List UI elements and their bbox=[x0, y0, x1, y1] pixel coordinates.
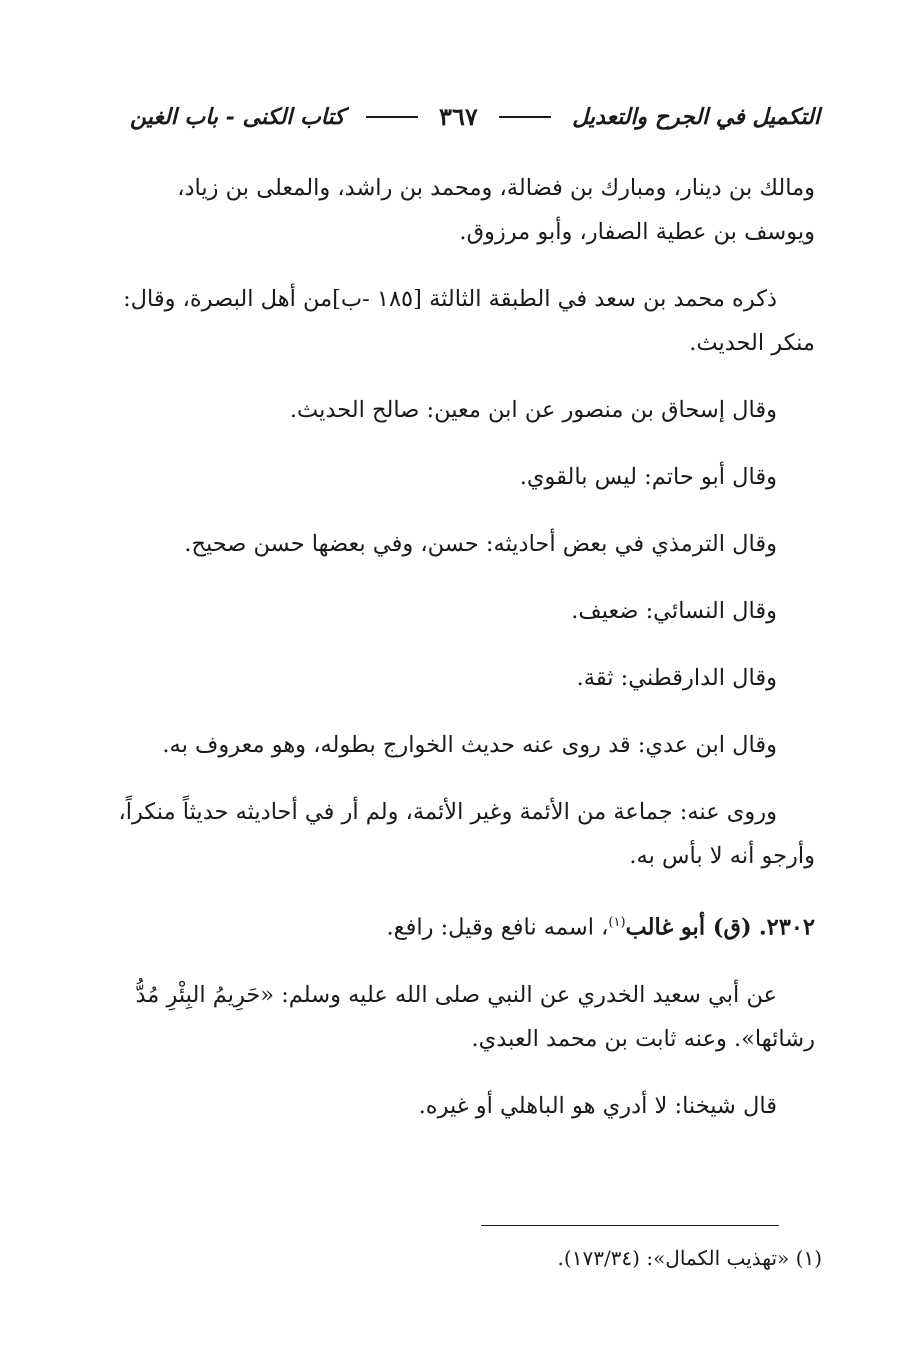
entry-name: (ق) أبو غالب bbox=[625, 914, 752, 941]
entry-heading-line bbox=[80, 901, 815, 950]
text-line: وقال ابن عدي: قد روى عنه حديث الخوارج بطوله، وهو معروف به. bbox=[162, 732, 777, 758]
main-text bbox=[80, 166, 815, 1128]
text-line: منكر الحديث. bbox=[689, 330, 815, 356]
paragraph-ibn-maeen bbox=[80, 388, 815, 432]
paragraph-hadith bbox=[80, 973, 815, 1061]
footnote-reference[interactable]: (١) bbox=[608, 915, 626, 930]
footnote: (١) «تهذيب الكمال»: (١٧٣/٣٤). bbox=[557, 1246, 822, 1270]
text-line: ويوسف بن عطية الصفار، وأبو مرزوق. bbox=[459, 219, 815, 245]
header-dash bbox=[499, 116, 551, 118]
entry-number: ٢٣٠٢. bbox=[758, 914, 815, 941]
paragraph-ibn-sad bbox=[80, 277, 815, 365]
paragraph-shaykh bbox=[80, 1084, 815, 1128]
text-line: عن أبي سعيد الخدري عن النبي صلى الله عليه وسلم: «حَرِيمُ البِئْرِ مُدُّ bbox=[135, 981, 777, 1008]
paragraph-abu-hatim bbox=[80, 455, 815, 499]
text-line: وقال الترمذي في بعض أحاديثه: حسن، وفي بعضها حسن صحيح. bbox=[184, 531, 777, 557]
text-line: قال شيخنا: لا أدري هو الباهلي أو غيره. bbox=[418, 1092, 777, 1119]
text-line: رشائها». وعنه ثابت بن محمد العبدي. bbox=[471, 1025, 815, 1052]
paragraph-tirmidhi bbox=[80, 522, 815, 566]
text-line: ومالك بن دينار، ومبارك بن فضالة، ومحمد بن راشد، والمعلى بن زياد، bbox=[177, 175, 815, 201]
text-line: وقال الدارقطني: ثقة. bbox=[576, 665, 777, 691]
text-line: وقال النسائي: ضعيف. bbox=[571, 598, 777, 624]
paragraph-daraqutni bbox=[80, 656, 815, 700]
paragraph-narrators bbox=[80, 166, 815, 254]
text-line: وروى عنه: جماعة من الأئمة وغير الأئمة، ولم أر في أحاديثه حديثاً منكراً، bbox=[118, 799, 777, 825]
book-title: التكميل في الجرح والتعديل bbox=[572, 103, 820, 130]
paragraph-narrated-from bbox=[80, 790, 815, 878]
text-line: وأرجو أنه لا بأس به. bbox=[629, 843, 815, 869]
paragraph-ibn-adi bbox=[80, 723, 815, 767]
text-line: وقال إسحاق بن منصور عن ابن معين: صالح الحديث. bbox=[289, 397, 777, 423]
running-header bbox=[130, 102, 820, 131]
entry-rest: ، اسمه نافع وقيل: رافع. bbox=[386, 914, 609, 941]
text-line: ذكره محمد بن سعد في الطبقة الثالثة [١٨٥ -ب]من أهل البصرة، وقال: bbox=[123, 286, 777, 312]
footnote-separator bbox=[481, 1225, 779, 1226]
chapter-title: كتاب الكنى - باب الغين bbox=[130, 103, 345, 130]
text-line: وقال أبو حاتم: ليس بالقوي. bbox=[519, 464, 777, 490]
header-dash bbox=[366, 116, 418, 118]
paragraph-nasai bbox=[80, 589, 815, 633]
page-number: ٣٦٧ bbox=[439, 102, 478, 131]
